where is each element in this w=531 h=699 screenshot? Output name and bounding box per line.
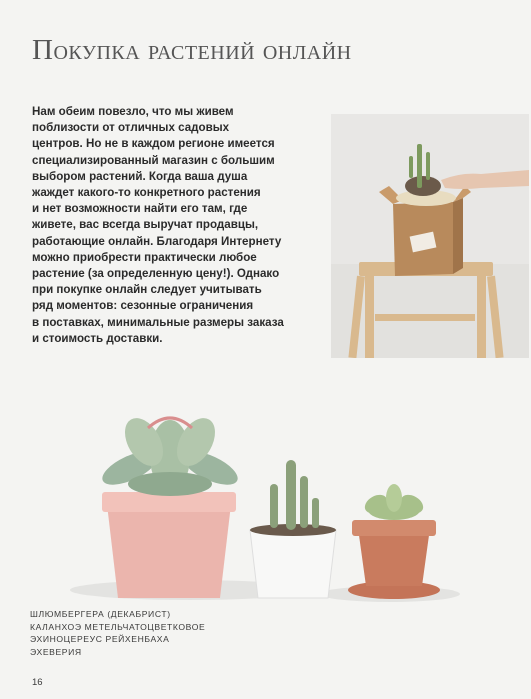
body-paragraph: Нам обеим повезло, что мы живем поблизости от отличных садовых центров. Но не в каждом регионе имеется специализированный магазин с большим выбором растений. Когда ваша душа жаждет какого-то конкретного растения и нет возможности найти его там, где живете, вас всегда выручат продавцы, работающие онлайн. Благодаря Интернету можно приобрести практически любое растение (за определенную цену!). Однако при покупке онлайн следует учитывать ряд моментов: сезонные ограничения в поставках, минимальные размеры заказа и стоимость доставки. [32,105,284,345]
terracotta-pot-echeveria [348,484,440,599]
caption-line: ЭХЕВЕРИЯ [30,646,82,657]
caption-line: КАЛАНХОЭ МЕТЕЛЬЧАТОЦВЕТКОВОЕ [30,621,206,632]
page-title: Покупка растений онлайн [32,34,352,66]
pink-pot-plant [98,411,243,598]
plant-captions [30,608,330,658]
white-pot-cactus [250,460,336,598]
photo-plant-box-on-stool [331,114,529,358]
illustration-three-potted-plants [60,398,460,608]
page-number: 16 [32,677,43,688]
caption-line: ЭХИНОЦЕРЕУС РЕЙХЕНБАХА [30,634,170,645]
caption-line: ШЛЮМБЕРГЕРА (ДЕКАБРИСТ) [30,609,171,619]
